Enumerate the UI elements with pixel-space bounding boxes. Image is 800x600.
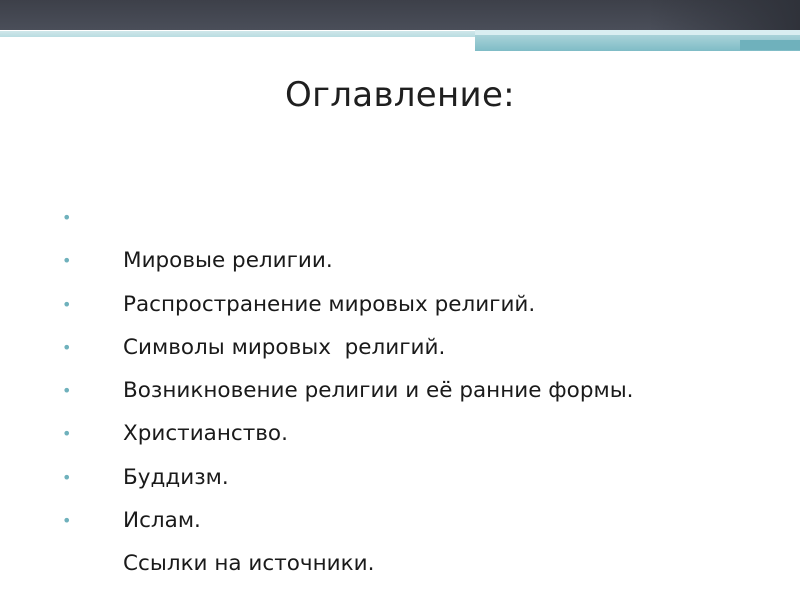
bullet-icon: • xyxy=(62,337,72,357)
bullet-icon: • xyxy=(62,424,72,444)
toc-list xyxy=(62,196,634,577)
toc-item-spread[interactable] xyxy=(62,239,634,317)
bullet-icon: • xyxy=(62,294,72,314)
bullet-icon: • xyxy=(62,251,72,271)
toc-item-origins[interactable] xyxy=(62,326,634,404)
bullet-icon: • xyxy=(62,511,72,531)
toc-item-label: Мировые религии. xyxy=(123,248,333,274)
header-accent-line-left xyxy=(0,31,475,37)
toc-item-label: Ссылки на источники. xyxy=(123,551,375,577)
toc-item-world-religions[interactable] xyxy=(62,196,634,274)
bullet-icon: • xyxy=(62,467,72,487)
toc-item-label: Символы мировых религий. xyxy=(123,334,446,360)
slide-title: Оглавление: xyxy=(285,75,515,115)
toc-item-sources[interactable] xyxy=(62,499,634,577)
bullet-icon: • xyxy=(62,208,72,227)
toc-item-label: Распространение мировых религий. xyxy=(123,291,536,317)
toc-item-label: Буддизм. xyxy=(123,464,229,490)
toc-item-label: Христианство. xyxy=(123,421,288,447)
header-accent-line-right-end xyxy=(740,40,800,50)
header-shadow xyxy=(650,0,800,30)
toc-item-label: Возникновение религии и её ранние формы. xyxy=(123,378,634,404)
toc-item-islam[interactable] xyxy=(62,456,634,534)
bullet-icon: • xyxy=(62,381,72,401)
toc-item-buddhism[interactable] xyxy=(62,412,634,490)
toc-item-label: Ислам. xyxy=(123,508,201,534)
toc-item-symbols[interactable] xyxy=(62,283,634,360)
toc-item-christianity[interactable] xyxy=(62,369,634,447)
